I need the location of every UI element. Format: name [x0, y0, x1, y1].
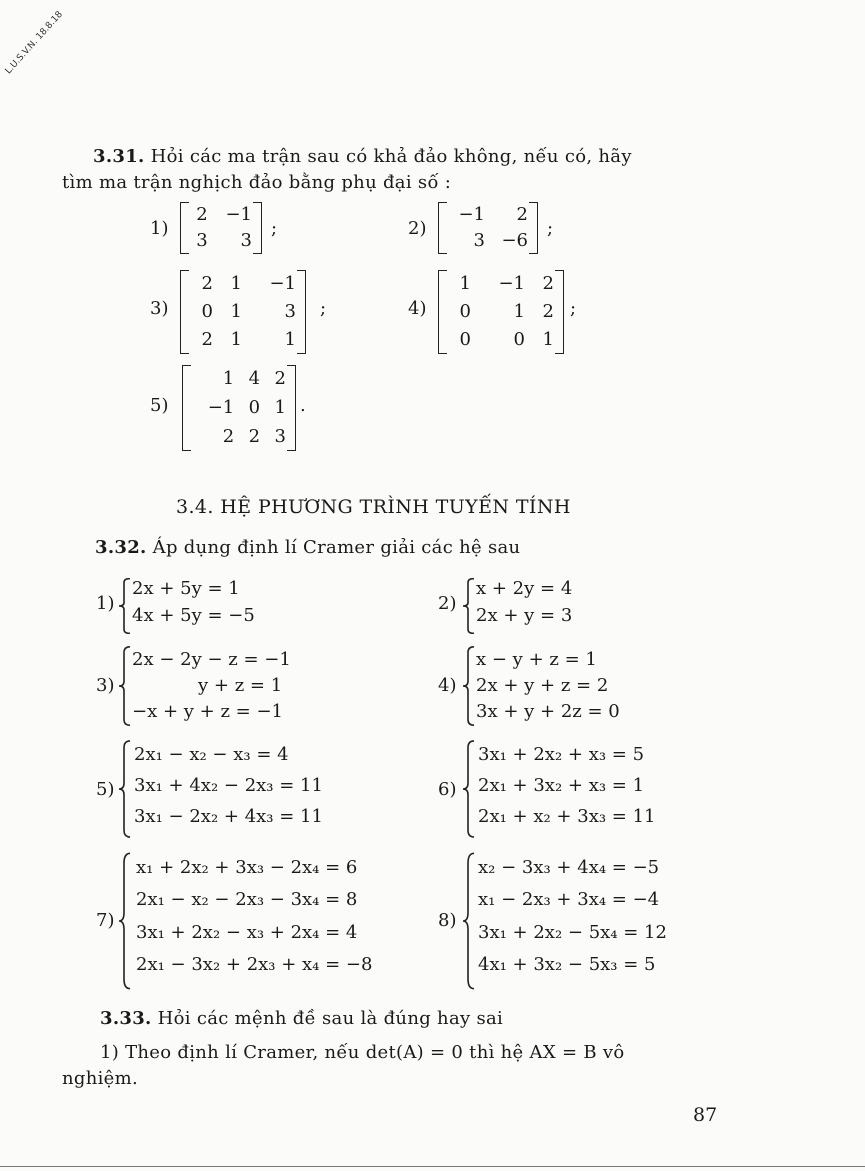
- brace-icon: [462, 578, 476, 634]
- equation: 3x + y + 2z = 0: [476, 701, 620, 722]
- system-label: 1): [96, 593, 115, 614]
- brace-icon: [462, 852, 476, 990]
- library-stamp: L.U.S.V.N. 18.8.18: [3, 9, 65, 77]
- matrix-cell: 1: [222, 368, 235, 390]
- exercise-number: 3.32.: [95, 537, 147, 558]
- equation: x + 2y = 4: [476, 578, 573, 599]
- matrix-label: 4): [408, 298, 427, 319]
- matrix-cell: 3: [240, 230, 252, 251]
- exercise-3-33: [100, 1008, 503, 1029]
- system-label: 7): [96, 910, 115, 931]
- matrix-cell: 2: [542, 273, 554, 294]
- equation: 3x₁ − 2x₂ + 4x₃ = 11: [134, 806, 323, 827]
- brace-icon: [118, 646, 132, 726]
- equation: x₁ − 2x₃ + 3x₄ = −4: [478, 889, 660, 910]
- brace-icon: [462, 740, 476, 838]
- equation: 3x₁ + 2x₂ − x₃ + 2x₄ = 4: [136, 922, 358, 943]
- matrix-cell: 2: [201, 273, 213, 294]
- brace-icon: [118, 852, 132, 990]
- section-heading: 3.4. HỆ PHƯƠNG TRÌNH TUYẾN TÍNH: [176, 496, 571, 518]
- equation: 4x + 5y = −5: [132, 605, 255, 626]
- matrix-cell: 2: [542, 301, 554, 322]
- equation: 2x₁ − x₂ − x₃ = 4: [134, 744, 289, 765]
- system-label: 4): [438, 675, 457, 696]
- matrix-2: [438, 202, 538, 254]
- matrix-cell: 1: [230, 301, 242, 322]
- matrix-cell: 3: [473, 230, 485, 251]
- page-bottom-rule: [0, 1166, 865, 1167]
- equation: 2x + y + z = 2: [476, 675, 609, 696]
- system-label: 2): [438, 593, 457, 614]
- matrix-cell: 0: [201, 301, 213, 322]
- equation: 2x + y = 3: [476, 605, 573, 626]
- exercise-text: Áp dụng định lí Cramer giải các hệ sau: [152, 537, 521, 558]
- matrix-cell: 1: [542, 329, 554, 350]
- matrix-punct: .: [300, 395, 306, 416]
- exercise-text: Hỏi các ma trận sau có khả đảo không, nếu có, hãy: [150, 146, 632, 167]
- exercise-3-31-line1: [93, 146, 632, 167]
- matrix-cell: 2: [516, 204, 528, 225]
- matrix-cell: 1: [230, 329, 242, 350]
- exercise-number: 3.31.: [93, 146, 145, 167]
- equation: 2x + 5y = 1: [132, 578, 240, 599]
- matrix-cell: 0: [459, 301, 471, 322]
- matrix-cell: 3: [284, 301, 296, 322]
- matrix-cell: 3: [274, 425, 286, 447]
- equation: x₂ − 3x₃ + 4x₄ = −5: [478, 857, 660, 878]
- equation: 3x₁ + 4x₂ − 2x₃ = 11: [134, 775, 323, 796]
- matrix-label: 5): [150, 395, 169, 416]
- system-label: 5): [96, 779, 115, 800]
- brace-icon: [118, 578, 132, 634]
- matrix-cell: −1: [207, 396, 235, 418]
- matrix-cell: 3: [196, 230, 208, 251]
- brace-icon: [462, 646, 476, 726]
- matrix-punct: ;: [271, 218, 278, 239]
- brace-icon: [118, 740, 132, 838]
- matrix-cell: 1: [284, 329, 296, 350]
- matrix-cell: 0: [513, 329, 525, 350]
- equation: 3x₁ + 2x₂ − 5x₄ = 12: [478, 922, 667, 943]
- matrix-cell: 1: [274, 396, 286, 418]
- matrix-cell: 2: [222, 425, 235, 447]
- matrix-5: [182, 365, 296, 451]
- matrix-cell: 1: [513, 301, 525, 322]
- matrix-cell: 4: [248, 368, 261, 390]
- matrix-cell: −1: [458, 204, 485, 225]
- matrix-label: 2): [408, 218, 427, 239]
- equation: 4x₁ + 3x₂ − 5x₃ = 5: [478, 954, 656, 975]
- equation: 2x₁ − x₂ − 2x₃ − 3x₄ = 8: [136, 889, 358, 910]
- matrix-cell: 2: [248, 425, 261, 447]
- matrix-3: [180, 270, 306, 354]
- matrix-label: 3): [150, 298, 169, 319]
- matrix-punct: ;: [547, 218, 554, 239]
- matrix-punct: ;: [570, 298, 577, 319]
- equation: 2x₁ + x₂ + 3x₃ = 11: [478, 806, 656, 827]
- equation: 2x₁ + 3x₂ + x₃ = 1: [478, 775, 645, 796]
- exercise-3-32: [95, 537, 520, 558]
- exercise-3-33-item1-cont: nghiệm.: [62, 1068, 139, 1089]
- exercise-text: Hỏi các mệnh đề sau là đúng hay sai: [157, 1008, 504, 1029]
- matrix-label: 1): [150, 218, 169, 239]
- system-label: 8): [438, 910, 457, 931]
- matrix-4: [438, 270, 564, 354]
- exercise-3-31-line2: tìm ma trận nghịch đảo bằng phụ đại số :: [62, 172, 452, 193]
- matrix-cell: 2: [201, 329, 213, 350]
- matrix-cell: 0: [248, 396, 261, 418]
- page-number: 87: [693, 1104, 718, 1126]
- matrix-cell: 0: [459, 329, 471, 350]
- matrix-cell: −6: [501, 230, 528, 251]
- equation: 2x₁ − 3x₂ + 2x₃ + x₄ = −8: [136, 954, 373, 975]
- matrix-punct: ;: [320, 298, 327, 319]
- matrix-cell: 2: [274, 368, 286, 390]
- matrix-cell: 1: [459, 273, 471, 294]
- exercise-number: 3.33.: [100, 1008, 152, 1029]
- equation: −x + y + z = −1: [132, 701, 283, 722]
- equation: x − y + z = 1: [476, 649, 597, 670]
- system-label: 3): [96, 675, 115, 696]
- matrix-1: [180, 202, 262, 254]
- equation: 2x − 2y − z = −1: [132, 649, 291, 670]
- matrix-cell: −1: [269, 273, 296, 294]
- exercise-3-33-item1: 1) Theo định lí Cramer, nếu det(A) = 0 thì hệ AX = B vô: [100, 1042, 625, 1063]
- matrix-cell: −1: [225, 204, 252, 225]
- matrix-cell: 1: [230, 273, 242, 294]
- equation: y + z = 1: [198, 675, 283, 696]
- matrix-cell: 2: [196, 204, 208, 225]
- system-label: 6): [438, 779, 457, 800]
- equation: 3x₁ + 2x₂ + x₃ = 5: [478, 744, 645, 765]
- equation: x₁ + 2x₂ + 3x₃ − 2x₄ = 6: [136, 857, 358, 878]
- matrix-cell: −1: [498, 273, 525, 294]
